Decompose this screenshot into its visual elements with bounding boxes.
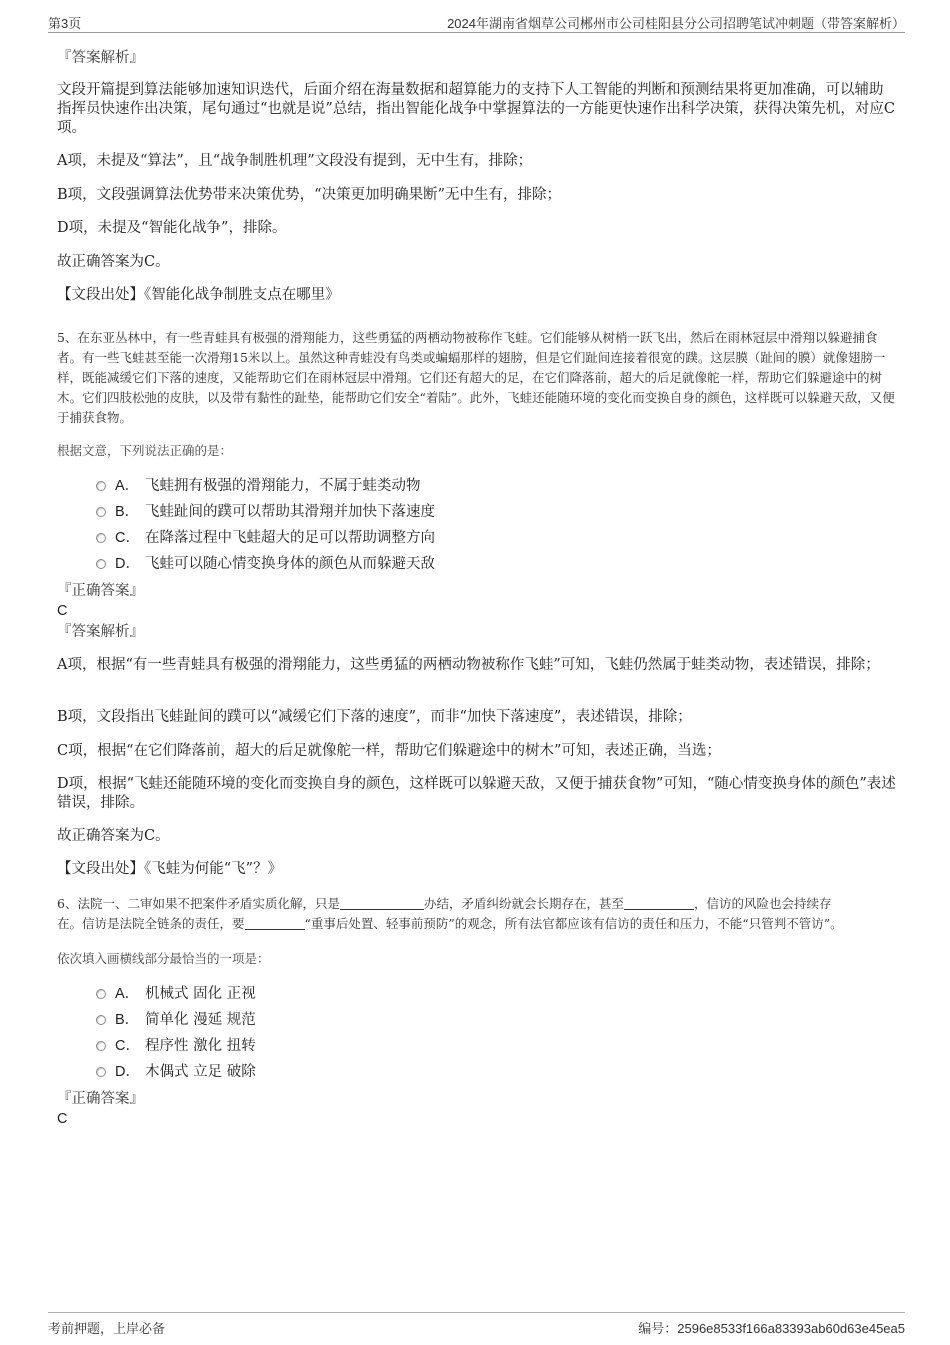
q5-option-b[interactable]: B． 飞蛙趾间的蹼可以帮助其滑翔并加快下落速度 <box>96 502 435 522</box>
radio-icon[interactable] <box>96 481 106 491</box>
q5-explanation-b: B项，文段指出飞蛙趾间的蹼可以“减缓它们下落的速度”，而非“加快下落速度”，表述错误，排除； <box>57 709 692 725</box>
q6-option-d[interactable]: D． 木偶式 立足 破除 <box>96 1062 256 1082</box>
page-number: 第3页 <box>48 16 82 31</box>
radio-icon[interactable] <box>96 507 106 517</box>
page-footer <box>48 1312 905 1341</box>
document-code: 编号：2596e8533f166a83393ab60d63e45ea5 <box>638 1321 905 1336</box>
q4-explanation-a: A项，未提及“算法”，且“战争制胜机理”文段没有提到，无中生有，排除； <box>57 153 533 169</box>
q5-option-c[interactable]: C． 在降落过程中飞蛙超大的足可以帮助调整方向 <box>96 528 435 548</box>
q4-explanation-b: B项，文段强调算法优势带来决策优势，“决策更加明确果断”无中生有，排除； <box>57 187 561 203</box>
q6-option-b[interactable]: B． 简单化 漫延 规范 <box>96 1010 256 1030</box>
q6-option-c[interactable]: C． 程序性 激化 扭转 <box>96 1036 256 1056</box>
q5-explanation-a: A项，根据“有一些青蛙具有极强的滑翔能力，这些勇猛的两栖动物被称作飞蛙”可知，飞蛙仍然属于蛙类动物，表述错误，排除； <box>57 657 880 673</box>
blank-1 <box>340 897 424 910</box>
q4-explanation-label: 『答案解析』 <box>57 50 144 66</box>
document-title: 2024年湖南省烟草公司郴州市公司桂阳县分公司招聘笔试冲刺题（带答案解析） <box>447 16 905 31</box>
q6-stem: 6、法院一、二审如果不把案件矛盾实质化解，只是 办结，矛盾纠纷就会长期存在，甚至 ，信访的风险也会持续存 在。信访是法院全链条的责任，要 “重事后处置、轻事前预防”的观念，所有法官都应该有信访的责任和压力，不能“只管判不管访”。 <box>57 896 843 931</box>
q5-conclusion: 故正确答案为C。 <box>57 828 170 844</box>
q5-source: 【文段出处】《飞蛙为何能“飞”？》 <box>57 861 283 877</box>
radio-icon[interactable] <box>96 1067 106 1077</box>
q6-option-a[interactable]: A． 机械式 固化 正视 <box>96 984 256 1004</box>
q5-explanation-d: D项，根据“飞蛙还能随环境的变化而变换自身的颜色，这样既可以躲避天敌，又便于捕获食物”可知，“随心情变换身体的颜色”表述错误，排除。 <box>57 776 896 811</box>
radio-icon[interactable] <box>96 533 106 543</box>
radio-icon[interactable] <box>96 989 106 999</box>
page-header <box>48 10 905 33</box>
q6-ask: 依次填入画横线部分最恰当的一项是： <box>57 951 270 966</box>
q5-option-a[interactable]: A． 飞蛙拥有极强的滑翔能力，不属于蛙类动物 <box>96 476 421 496</box>
q6-answer: C <box>57 1111 68 1127</box>
radio-icon[interactable] <box>96 1015 106 1025</box>
q5-explanation-c: C项，根据“在它们降落前，超大的后足就像舵一样，帮助它们躲避途中的树木”可知，表述正确，当选； <box>57 743 721 759</box>
q5-stem: 5、在东亚丛林中，有一些青蛙具有极强的滑翔能力，这些勇猛的两栖动物被称作飞蛙。它们能够从树梢一跃飞出，然后在雨林冠层中滑翔以躲避捕食者。有一些飞蛙甚至能一次滑翔15米以上。虽然这种青蛙没有鸟类或蝙蝠那样的翅膀，但是它们趾间连接着很宽的蹼。这层膜（趾间的膜）就像翅膀一样，既能减缓它们下落的速度，又能帮助它们在雨林冠层中滑翔。它们还有超大的足，在它们降落前，超大的后足就像舵一样，帮助它们躲避途中的树木。它们四肢松弛的皮肤，以及带有黏性的趾垫，能帮助它们安全“着陆”。此外，飞蛙还能随环境的变化而变换自身的颜色，这样既可以躲避天敌，又便于捕获食物。 <box>57 330 895 425</box>
blank-3 <box>245 917 305 930</box>
q5-explanation-label: 『答案解析』 <box>57 624 144 640</box>
q4-explanation-d: D项，未提及“智能化战争”，排除。 <box>57 220 287 236</box>
q5-option-d[interactable]: D． 飞蛙可以随心情变换身体的颜色从而躲避天敌 <box>96 554 435 574</box>
q4-source: 【文段出处】《智能化战争制胜支点在哪里》 <box>57 287 340 303</box>
q4-explanation-para: 文段开篇提到算法能够加速知识迭代，后面介绍在海量数据和超算能力的支持下人工智能的判断和预测结果将更加准确，可以辅助指挥员快速作出决策，尾句通过“也就是说”总结，指出智能化战争中掌握算法的一方能更快速作出科学决策，获得决策先机，对应C项。 <box>57 82 895 136</box>
q5-answer-label: 『正确答案』 <box>57 583 144 599</box>
q5-answer: C <box>57 603 68 619</box>
radio-icon[interactable] <box>96 1041 106 1051</box>
blank-2 <box>624 897 694 910</box>
radio-icon[interactable] <box>96 559 106 569</box>
footer-slogan: 考前押题，上岸必备 <box>48 1321 166 1336</box>
q6-answer-label: 『正确答案』 <box>57 1091 144 1107</box>
q4-conclusion: 故正确答案为C。 <box>57 254 170 270</box>
q5-ask: 根据文意，下列说法正确的是： <box>57 443 233 458</box>
